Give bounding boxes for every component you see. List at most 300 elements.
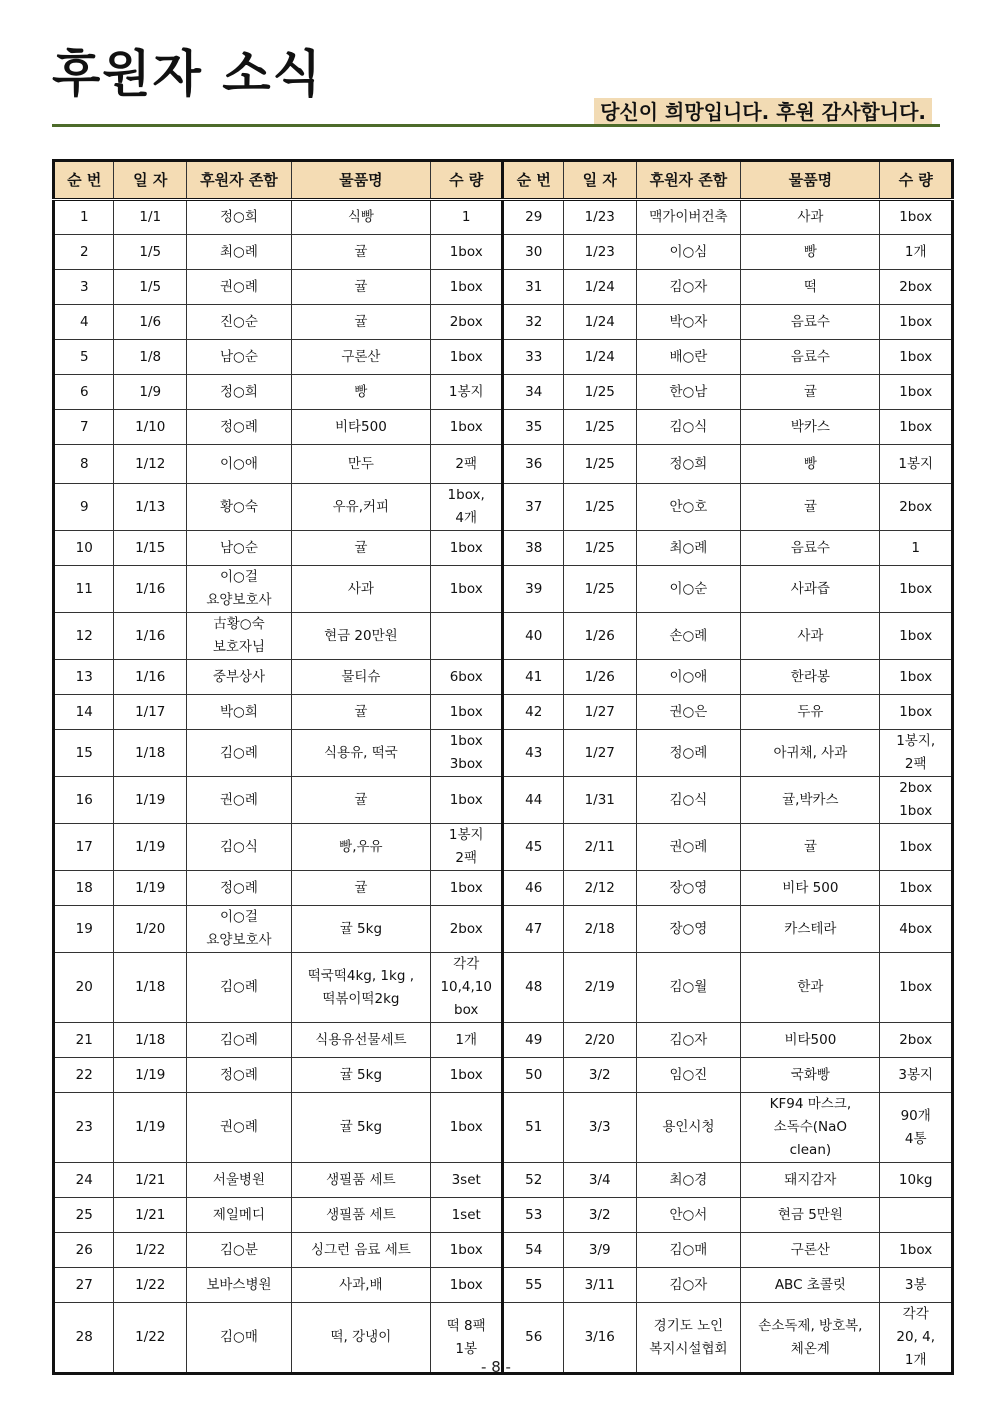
cell-item-left: 귤	[291, 871, 430, 906]
cell-donor-right: 경기도 노인 복지시설협회	[636, 1303, 741, 1374]
cell-date-left: 1/19	[114, 871, 187, 906]
header-no-right: 순 번	[503, 161, 563, 200]
cell-qty-right: 1box	[880, 566, 953, 613]
cell-date-right: 3/11	[563, 1268, 636, 1303]
cell-no-right: 46	[503, 871, 563, 906]
table-row	[54, 235, 953, 270]
cell-date-left: 1/5	[114, 235, 187, 270]
cell-no-right: 45	[503, 824, 563, 871]
cell-donor-right: 이○애	[636, 660, 741, 695]
cell-item-right: 비타 500	[741, 871, 880, 906]
header-item-left: 물품명	[291, 161, 430, 200]
header-item-right: 물품명	[741, 161, 880, 200]
cell-date-right: 2/12	[563, 871, 636, 906]
cell-date-right: 3/2	[563, 1198, 636, 1233]
cell-no-left: 11	[54, 566, 114, 613]
cell-donor-left: 남○순	[187, 531, 292, 566]
cell-qty-right: 1box	[880, 695, 953, 730]
cell-donor-left: 권○례	[187, 777, 292, 824]
cell-date-right: 1/24	[563, 270, 636, 305]
cell-item-right: 음료수	[741, 531, 880, 566]
cell-item-right: 사과	[741, 613, 880, 660]
cell-date-left: 1/22	[114, 1268, 187, 1303]
cell-qty-left: 1box	[430, 566, 503, 613]
cell-qty-left: 1box	[430, 871, 503, 906]
table-row	[54, 484, 953, 531]
cell-qty-left: 2box	[430, 305, 503, 340]
cell-no-left: 15	[54, 730, 114, 777]
cell-date-left: 1/9	[114, 375, 187, 410]
cell-date-left: 1/15	[114, 531, 187, 566]
cell-donor-right: 최○경	[636, 1163, 741, 1198]
cell-date-left: 1/22	[114, 1303, 187, 1374]
cell-no-right: 55	[503, 1268, 563, 1303]
cell-item-right: 귤	[741, 484, 880, 531]
cell-donor-left: 김○례	[187, 953, 292, 1023]
cell-item-right: 비타500	[741, 1023, 880, 1058]
cell-donor-right: 안○호	[636, 484, 741, 531]
cell-qty-right: 2box 1box	[880, 777, 953, 824]
cell-donor-left: 제일메디	[187, 1198, 292, 1233]
cell-no-left: 24	[54, 1163, 114, 1198]
cell-item-left: 생필품 세트	[291, 1198, 430, 1233]
cell-date-left: 1/1	[114, 200, 187, 235]
cell-no-left: 27	[54, 1268, 114, 1303]
table-row	[54, 1233, 953, 1268]
cell-no-right: 52	[503, 1163, 563, 1198]
cell-no-right: 36	[503, 445, 563, 484]
cell-donor-right: 김○식	[636, 777, 741, 824]
cell-date-right: 3/4	[563, 1163, 636, 1198]
cell-no-left: 23	[54, 1093, 114, 1163]
cell-qty-right: 1봉지, 2팩	[880, 730, 953, 777]
cell-item-right: 귤,박카스	[741, 777, 880, 824]
cell-date-right: 1/25	[563, 566, 636, 613]
cell-item-right: 빵	[741, 445, 880, 484]
header-no-left: 순 번	[54, 161, 114, 200]
table-row	[54, 375, 953, 410]
cell-donor-left: 진○순	[187, 305, 292, 340]
cell-date-left: 1/5	[114, 270, 187, 305]
cell-no-left: 10	[54, 531, 114, 566]
cell-item-right: 귤	[741, 824, 880, 871]
cell-qty-left: 1box	[430, 340, 503, 375]
cell-qty-right: 1box	[880, 1233, 953, 1268]
cell-item-right: 카스테라	[741, 906, 880, 953]
cell-donor-right: 이○순	[636, 566, 741, 613]
header-donor-left: 후원자 존함	[187, 161, 292, 200]
cell-qty-right: 각각 20, 4, 1개	[880, 1303, 953, 1374]
table-row	[54, 613, 953, 660]
cell-qty-right: 1개	[880, 235, 953, 270]
cell-donor-left: 김○분	[187, 1233, 292, 1268]
cell-no-right: 30	[503, 235, 563, 270]
cell-donor-left: 서울병원	[187, 1163, 292, 1198]
cell-item-right: 빵	[741, 235, 880, 270]
cell-no-left: 26	[54, 1233, 114, 1268]
cell-donor-right: 손○례	[636, 613, 741, 660]
cell-item-right: 떡	[741, 270, 880, 305]
cell-date-left: 1/13	[114, 484, 187, 531]
table-row	[54, 200, 953, 235]
cell-no-left: 22	[54, 1058, 114, 1093]
cell-donor-left: 정○희	[187, 375, 292, 410]
cell-qty-right: 2box	[880, 1023, 953, 1058]
cell-no-right: 35	[503, 410, 563, 445]
cell-item-left: 귤	[291, 777, 430, 824]
cell-donor-left: 이○걸 요양보호사	[187, 566, 292, 613]
cell-date-left: 1/22	[114, 1233, 187, 1268]
table-row	[54, 953, 953, 1023]
cell-date-right: 1/23	[563, 200, 636, 235]
cell-item-left: 빵	[291, 375, 430, 410]
cell-qty-right: 1box	[880, 660, 953, 695]
cell-donor-left: 김○매	[187, 1303, 292, 1374]
cell-date-right: 1/25	[563, 531, 636, 566]
cell-qty-left: 1	[430, 200, 503, 235]
cell-date-left: 1/10	[114, 410, 187, 445]
cell-qty-right: 1box	[880, 305, 953, 340]
cell-donor-left: 정○례	[187, 1058, 292, 1093]
cell-no-left: 8	[54, 445, 114, 484]
cell-no-right: 33	[503, 340, 563, 375]
cell-no-right: 50	[503, 1058, 563, 1093]
cell-date-right: 1/27	[563, 730, 636, 777]
cell-no-left: 14	[54, 695, 114, 730]
table-row	[54, 871, 953, 906]
cell-qty-left: 1box 3box	[430, 730, 503, 777]
cell-no-left: 18	[54, 871, 114, 906]
cell-date-right: 1/24	[563, 340, 636, 375]
cell-item-left: 귤 5kg	[291, 1093, 430, 1163]
cell-date-right: 1/23	[563, 235, 636, 270]
cell-item-right: ABC 초콜릿	[741, 1268, 880, 1303]
cell-item-right: 현금 5만원	[741, 1198, 880, 1233]
cell-item-left: 귤	[291, 531, 430, 566]
cell-donor-left: 정○희	[187, 200, 292, 235]
cell-qty-left: 1봉지 2팩	[430, 824, 503, 871]
cell-qty-left: 각각 10,4,10 box	[430, 953, 503, 1023]
table-row	[54, 340, 953, 375]
table-row	[54, 824, 953, 871]
cell-date-right: 2/20	[563, 1023, 636, 1058]
cell-donor-right: 용인시청	[636, 1093, 741, 1163]
cell-no-left: 19	[54, 906, 114, 953]
cell-qty-right: 1box	[880, 824, 953, 871]
cell-item-left: 현금 20만원	[291, 613, 430, 660]
cell-date-right: 1/27	[563, 695, 636, 730]
cell-date-left: 1/12	[114, 445, 187, 484]
cell-item-right: 돼지감자	[741, 1163, 880, 1198]
cell-item-left: 식빵	[291, 200, 430, 235]
cell-item-left: 만두	[291, 445, 430, 484]
cell-item-left: 사과	[291, 566, 430, 613]
cell-donor-left: 권○례	[187, 270, 292, 305]
cell-item-left: 빵,우유	[291, 824, 430, 871]
cell-no-left: 20	[54, 953, 114, 1023]
cell-qty-right: 1	[880, 531, 953, 566]
cell-qty-left: 1box	[430, 1233, 503, 1268]
cell-date-right: 3/16	[563, 1303, 636, 1374]
table-row	[54, 270, 953, 305]
cell-item-left: 귤	[291, 695, 430, 730]
cell-donor-right: 한○남	[636, 375, 741, 410]
cell-date-left: 1/19	[114, 824, 187, 871]
cell-date-right: 1/25	[563, 375, 636, 410]
cell-date-right: 1/24	[563, 305, 636, 340]
cell-no-right: 31	[503, 270, 563, 305]
cell-no-left: 28	[54, 1303, 114, 1374]
cell-date-left: 1/20	[114, 906, 187, 953]
cell-date-left: 1/19	[114, 1058, 187, 1093]
cell-donor-right: 김○자	[636, 1268, 741, 1303]
cell-no-right: 54	[503, 1233, 563, 1268]
cell-donor-right: 정○희	[636, 445, 741, 484]
cell-donor-left: 권○례	[187, 1093, 292, 1163]
table-row	[54, 1058, 953, 1093]
table-row	[54, 1093, 953, 1163]
cell-no-left: 17	[54, 824, 114, 871]
cell-donor-right: 장○영	[636, 906, 741, 953]
table-row	[54, 410, 953, 445]
cell-donor-right: 장○영	[636, 871, 741, 906]
cell-qty-left: 떡 8팩 1봉	[430, 1303, 503, 1374]
cell-item-left: 귤 5kg	[291, 906, 430, 953]
table-row	[54, 1268, 953, 1303]
cell-item-left: 비타500	[291, 410, 430, 445]
cell-donor-left: 황○숙	[187, 484, 292, 531]
cell-no-left: 1	[54, 200, 114, 235]
cell-item-right: 손소독제, 방호복, 체온계	[741, 1303, 880, 1374]
table-row	[54, 531, 953, 566]
cell-qty-right: 1box	[880, 613, 953, 660]
cell-qty-left: 2box	[430, 906, 503, 953]
cell-donor-left: 박○희	[187, 695, 292, 730]
table-body	[54, 200, 953, 1374]
cell-date-left: 1/19	[114, 1093, 187, 1163]
cell-date-left: 1/21	[114, 1163, 187, 1198]
cell-item-left: 물티슈	[291, 660, 430, 695]
cell-qty-left	[430, 613, 503, 660]
cell-item-left: 귤	[291, 235, 430, 270]
cell-item-left: 구론산	[291, 340, 430, 375]
cell-qty-right: 2box	[880, 484, 953, 531]
cell-donor-left: 최○례	[187, 235, 292, 270]
cell-qty-left: 1box	[430, 270, 503, 305]
cell-item-right: 구론산	[741, 1233, 880, 1268]
cell-date-right: 1/25	[563, 445, 636, 484]
table-row	[54, 305, 953, 340]
cell-donor-left: 이○애	[187, 445, 292, 484]
cell-item-right: 음료수	[741, 340, 880, 375]
cell-no-right: 29	[503, 200, 563, 235]
table-row	[54, 777, 953, 824]
cell-no-left: 7	[54, 410, 114, 445]
cell-date-left: 1/16	[114, 566, 187, 613]
cell-date-left: 1/17	[114, 695, 187, 730]
cell-date-right: 3/3	[563, 1093, 636, 1163]
cell-item-right: 한라봉	[741, 660, 880, 695]
cell-donor-right: 권○례	[636, 824, 741, 871]
cell-date-right: 2/18	[563, 906, 636, 953]
cell-no-right: 37	[503, 484, 563, 531]
cell-no-right: 39	[503, 566, 563, 613]
cell-donor-left: 김○식	[187, 824, 292, 871]
cell-qty-left: 1box	[430, 695, 503, 730]
cell-donor-right: 박○자	[636, 305, 741, 340]
cell-item-right: 귤	[741, 375, 880, 410]
cell-item-right: 음료수	[741, 305, 880, 340]
cell-qty-right: 1box	[880, 871, 953, 906]
cell-qty-right: 1box	[880, 340, 953, 375]
cell-date-right: 2/11	[563, 824, 636, 871]
cell-date-left: 1/8	[114, 340, 187, 375]
header-date-left: 일 자	[114, 161, 187, 200]
cell-donor-right: 김○식	[636, 410, 741, 445]
cell-qty-right	[880, 1198, 953, 1233]
cell-donor-left: 중부상사	[187, 660, 292, 695]
cell-no-right: 56	[503, 1303, 563, 1374]
cell-no-left: 5	[54, 340, 114, 375]
cell-item-left: 귤	[291, 305, 430, 340]
cell-qty-left: 1box	[430, 531, 503, 566]
cell-donor-left: 김○례	[187, 1023, 292, 1058]
header-date-right: 일 자	[563, 161, 636, 200]
cell-no-left: 21	[54, 1023, 114, 1058]
cell-qty-left: 3set	[430, 1163, 503, 1198]
cell-date-right: 3/9	[563, 1233, 636, 1268]
cell-item-left: 떡, 강냉이	[291, 1303, 430, 1374]
cell-no-left: 2	[54, 235, 114, 270]
cell-item-left: 식용유, 떡국	[291, 730, 430, 777]
cell-donor-right: 김○월	[636, 953, 741, 1023]
table-row	[54, 1023, 953, 1058]
cell-donor-left: 정○례	[187, 410, 292, 445]
header-qty-right: 수 량	[880, 161, 953, 200]
cell-donor-left: 남○순	[187, 340, 292, 375]
table-header-row	[54, 161, 953, 200]
cell-qty-right: 1box	[880, 375, 953, 410]
cell-no-right: 40	[503, 613, 563, 660]
cell-item-left: 귤	[291, 270, 430, 305]
cell-no-left: 6	[54, 375, 114, 410]
cell-no-right: 34	[503, 375, 563, 410]
cell-donor-right: 김○자	[636, 270, 741, 305]
cell-donor-left: 김○례	[187, 730, 292, 777]
cell-donor-right: 맥가이버건축	[636, 200, 741, 235]
thank-you-banner: 당신이 희망입니다. 후원 감사합니다.	[594, 98, 932, 126]
cell-date-left: 1/6	[114, 305, 187, 340]
cell-date-right: 1/26	[563, 613, 636, 660]
table-row	[54, 730, 953, 777]
cell-item-right: 한과	[741, 953, 880, 1023]
cell-donor-left: 보바스병원	[187, 1268, 292, 1303]
cell-qty-left: 1box	[430, 410, 503, 445]
cell-no-right: 41	[503, 660, 563, 695]
donor-table	[52, 159, 954, 1375]
cell-donor-right: 정○례	[636, 730, 741, 777]
cell-qty-right: 1box	[880, 953, 953, 1023]
cell-donor-right: 배○란	[636, 340, 741, 375]
page-number: - 8 -	[481, 1358, 511, 1376]
cell-date-left: 1/18	[114, 730, 187, 777]
cell-item-right: 두유	[741, 695, 880, 730]
cell-no-right: 38	[503, 531, 563, 566]
cell-item-left: 귤 5kg	[291, 1058, 430, 1093]
cell-date-left: 1/16	[114, 660, 187, 695]
cell-qty-left: 1box	[430, 1268, 503, 1303]
cell-item-right: 국화빵	[741, 1058, 880, 1093]
cell-date-right: 1/25	[563, 484, 636, 531]
cell-no-left: 9	[54, 484, 114, 531]
page-title: 후원자 소식	[52, 45, 323, 103]
cell-date-left: 1/16	[114, 613, 187, 660]
cell-no-right: 51	[503, 1093, 563, 1163]
cell-qty-left: 1봉지	[430, 375, 503, 410]
title-underline	[52, 124, 940, 127]
cell-no-left: 16	[54, 777, 114, 824]
table-row	[54, 445, 953, 484]
cell-date-left: 1/19	[114, 777, 187, 824]
cell-item-right: 아귀채, 사과	[741, 730, 880, 777]
cell-qty-left: 1box	[430, 235, 503, 270]
cell-donor-right: 안○서	[636, 1198, 741, 1233]
cell-no-right: 44	[503, 777, 563, 824]
cell-no-right: 32	[503, 305, 563, 340]
table-row	[54, 906, 953, 953]
cell-no-right: 49	[503, 1023, 563, 1058]
cell-qty-left: 6box	[430, 660, 503, 695]
cell-qty-right: 1box	[880, 200, 953, 235]
cell-no-right: 47	[503, 906, 563, 953]
cell-no-left: 4	[54, 305, 114, 340]
cell-item-left: 식용유선물세트	[291, 1023, 430, 1058]
cell-date-right: 1/26	[563, 660, 636, 695]
cell-qty-left: 1box	[430, 1058, 503, 1093]
cell-qty-right: 90개 4통	[880, 1093, 953, 1163]
cell-item-right: KF94 마스크, 소독수(NaO clean)	[741, 1093, 880, 1163]
cell-donor-right: 김○매	[636, 1233, 741, 1268]
cell-no-right: 48	[503, 953, 563, 1023]
cell-qty-left: 1box, 4개	[430, 484, 503, 531]
cell-donor-left: 古황○숙 보호자님	[187, 613, 292, 660]
table-row	[54, 660, 953, 695]
cell-date-right: 1/25	[563, 410, 636, 445]
cell-no-left: 13	[54, 660, 114, 695]
cell-donor-right: 김○자	[636, 1023, 741, 1058]
cell-no-left: 25	[54, 1198, 114, 1233]
table-row	[54, 695, 953, 730]
cell-qty-left: 1box	[430, 777, 503, 824]
cell-date-right: 3/2	[563, 1058, 636, 1093]
cell-qty-right: 1box	[880, 410, 953, 445]
cell-qty-right: 10kg	[880, 1163, 953, 1198]
cell-qty-left: 1개	[430, 1023, 503, 1058]
cell-qty-left: 1set	[430, 1198, 503, 1233]
cell-no-right: 43	[503, 730, 563, 777]
cell-donor-right: 최○례	[636, 531, 741, 566]
cell-date-left: 1/21	[114, 1198, 187, 1233]
cell-item-right: 박카스	[741, 410, 880, 445]
cell-no-right: 53	[503, 1198, 563, 1233]
cell-qty-right: 3봉	[880, 1268, 953, 1303]
cell-donor-right: 이○심	[636, 235, 741, 270]
cell-item-right: 사과즙	[741, 566, 880, 613]
cell-qty-right: 2box	[880, 270, 953, 305]
cell-item-left: 떡국떡4kg, 1kg , 떡볶이떡2kg	[291, 953, 430, 1023]
cell-item-left: 사과,배	[291, 1268, 430, 1303]
cell-date-right: 2/19	[563, 953, 636, 1023]
